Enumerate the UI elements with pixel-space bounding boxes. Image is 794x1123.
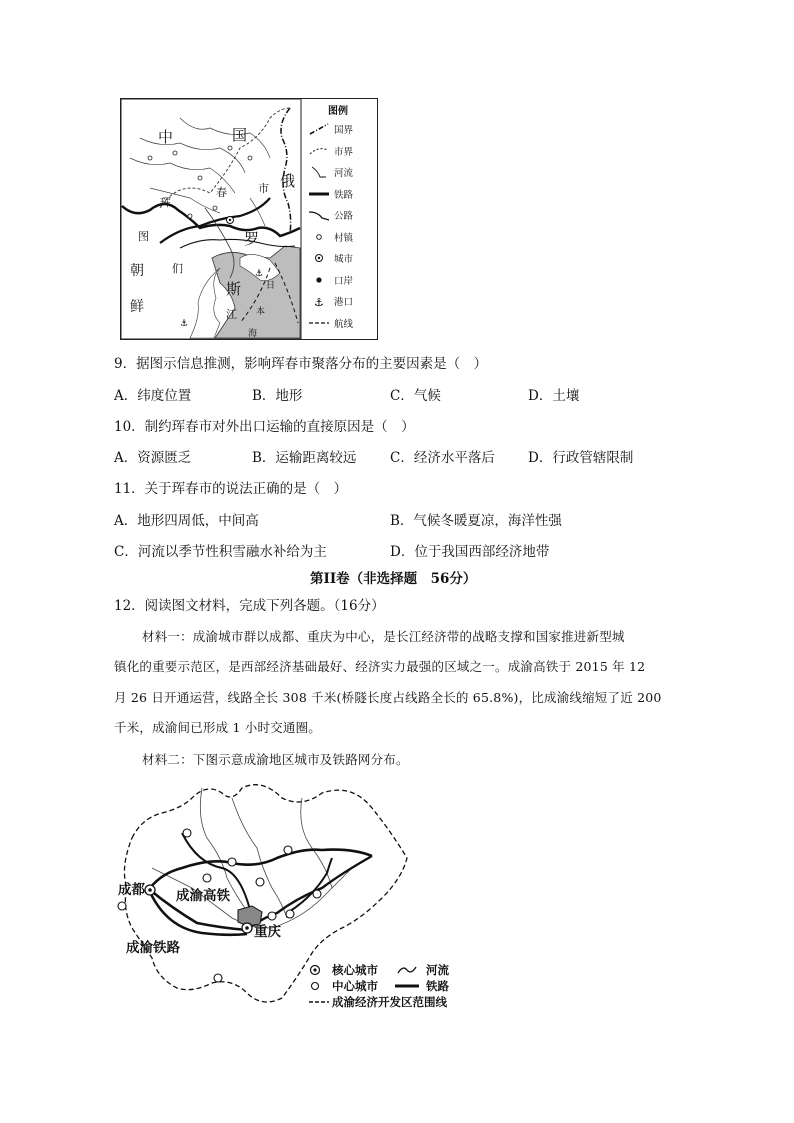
port-of-entry-symbol [308,273,330,287]
legend-items [308,120,376,335]
label-zhong: 中 [158,128,174,146]
legend-core-city: 核心城市 [332,963,378,977]
label-high-speed-rail: 成渝高铁 [176,888,230,904]
map1-legend [308,102,376,117]
label-chongqing: 重庆 [254,924,281,940]
legend-row [308,292,376,314]
road-symbol [308,208,330,222]
legend-label: 河流 [334,168,354,179]
svg-text:⚓: ⚓ [180,319,189,329]
railway-symbol [308,187,330,201]
q9-option-d[interactable]: D．土壤 [528,388,580,404]
legend-zone: 成渝经济开发区范围线 [332,995,447,1009]
legend-label: 市界 [334,146,354,158]
legend-row [308,314,376,336]
country-border-symbol [308,122,330,136]
legend-label: 航线 [334,318,354,330]
q11-option-b[interactable]: B．气候冬暖夏凉，海洋性强 [390,513,562,529]
river-symbol [396,963,418,977]
route-symbol [308,316,330,330]
legend-label: 国界 [334,125,354,136]
label-luo: 罗 [244,230,260,248]
label-hun: 珲 [160,196,171,209]
material-1-line: 镇化的重要示范区，是西部经济基础最好、经济实力最强的区域之一。成渝高铁于 2015 年 12 [114,659,646,674]
legend-row [308,271,376,293]
city-border-symbol [308,144,330,158]
legend-row [308,120,376,142]
map2-legend [308,961,478,1013]
label-railway: 成渝铁路 [126,940,180,956]
label-xian: 鲜 [130,299,144,315]
q10-option-c[interactable]: C．经济水平落后 [390,450,495,466]
legend-label: 口岸 [334,275,354,287]
question-12-stem: 12．阅读图文材料，完成下列各题。（16分） [114,598,385,614]
svg-text:⚓: ⚓ [314,296,324,308]
hunchun-map [120,98,378,340]
legend-row [308,249,376,271]
material-1-line: 材料一：成渝城市群以成都、重庆为中心，是长江经济带的战略支撑和国家推进新型城 [142,629,625,644]
q10-option-d[interactable]: D．行政管辖限制 [528,450,634,466]
legend-rail: 铁路 [426,979,449,993]
q11-option-c[interactable]: C．河流以季节性积雪融水补给为主 [114,544,327,560]
legend-label: 公路 [334,211,354,222]
material-1-line: 千米，成渝间已形成 1 小时交通圈。 [114,720,322,735]
label-jiang: 江 [226,308,237,321]
legend-row [308,228,376,250]
q11-option-a[interactable]: A．地形四周低，中间高 [114,513,259,529]
chengyu-map [112,778,472,1018]
label-men: 们 [172,262,183,275]
railway-symbol [394,979,420,993]
q9-option-b[interactable]: B．地形 [252,388,303,404]
legend-label: 铁路 [334,189,354,201]
anchor-icon [308,294,330,308]
center-city-symbol [308,979,322,993]
label-hai: 海 [248,329,258,339]
q11-option-d[interactable]: D．位于我国西部经济地带 [390,544,550,560]
material-1-line: 月 26 日开通运营，线路全长 308 千米(桥隧长度占线路全长的 65.8%)，比成渝线缩短了近 200 [114,690,662,705]
label-si: 斯 [226,280,242,298]
legend-row [308,185,376,207]
material-2: 材料二：下图示意成渝地区城市及铁路网分布。 [142,752,409,767]
core-city-symbol [308,963,322,977]
svg-text:⚓: ⚓ [255,269,264,279]
river-symbol [308,165,330,179]
legend-river: 河流 [426,963,449,977]
city-symbol [308,251,330,265]
legend-label: 城市 [334,254,354,265]
question-9-stem: 9．据图示信息推测，影响珲春市聚落分布的主要因素是（ ） [114,356,488,372]
legend-label: 港口 [334,297,354,308]
label-chun: 春 [216,186,227,199]
village-symbol [308,230,330,244]
q10-option-b[interactable]: B．运输距离较远 [252,450,357,466]
q9-option-a[interactable]: A．纬度位置 [114,388,192,404]
label-chengdu: 成都 [118,882,145,898]
label-tu: 图 [138,230,149,243]
legend-row [308,206,376,228]
legend-row [308,142,376,164]
label-ben: 本 [256,307,266,317]
legend-row [308,163,376,185]
zone-boundary-symbol [308,995,330,1009]
label-e: 俄 [280,172,296,190]
label-ri: 日 [266,281,276,291]
legend-title: 图例 [328,106,348,117]
question-11-stem: 11．关于珲春市的说法正确的是（ ） [114,481,348,497]
label-shi: 市 [258,182,269,195]
q10-option-a[interactable]: A．资源匮乏 [114,450,192,466]
question-10-stem: 10．制约珲春市对外出口运输的直接原因是（ ） [114,419,415,435]
section-title: 第II卷（非选择题 56分） [310,571,477,587]
legend-center-city: 中心城市 [332,979,378,993]
legend-label: 村镇 [334,232,354,244]
label-chao: 朝 [130,263,144,279]
q9-option-c[interactable]: C．气候 [390,388,441,404]
label-guo: 国 [232,126,248,144]
